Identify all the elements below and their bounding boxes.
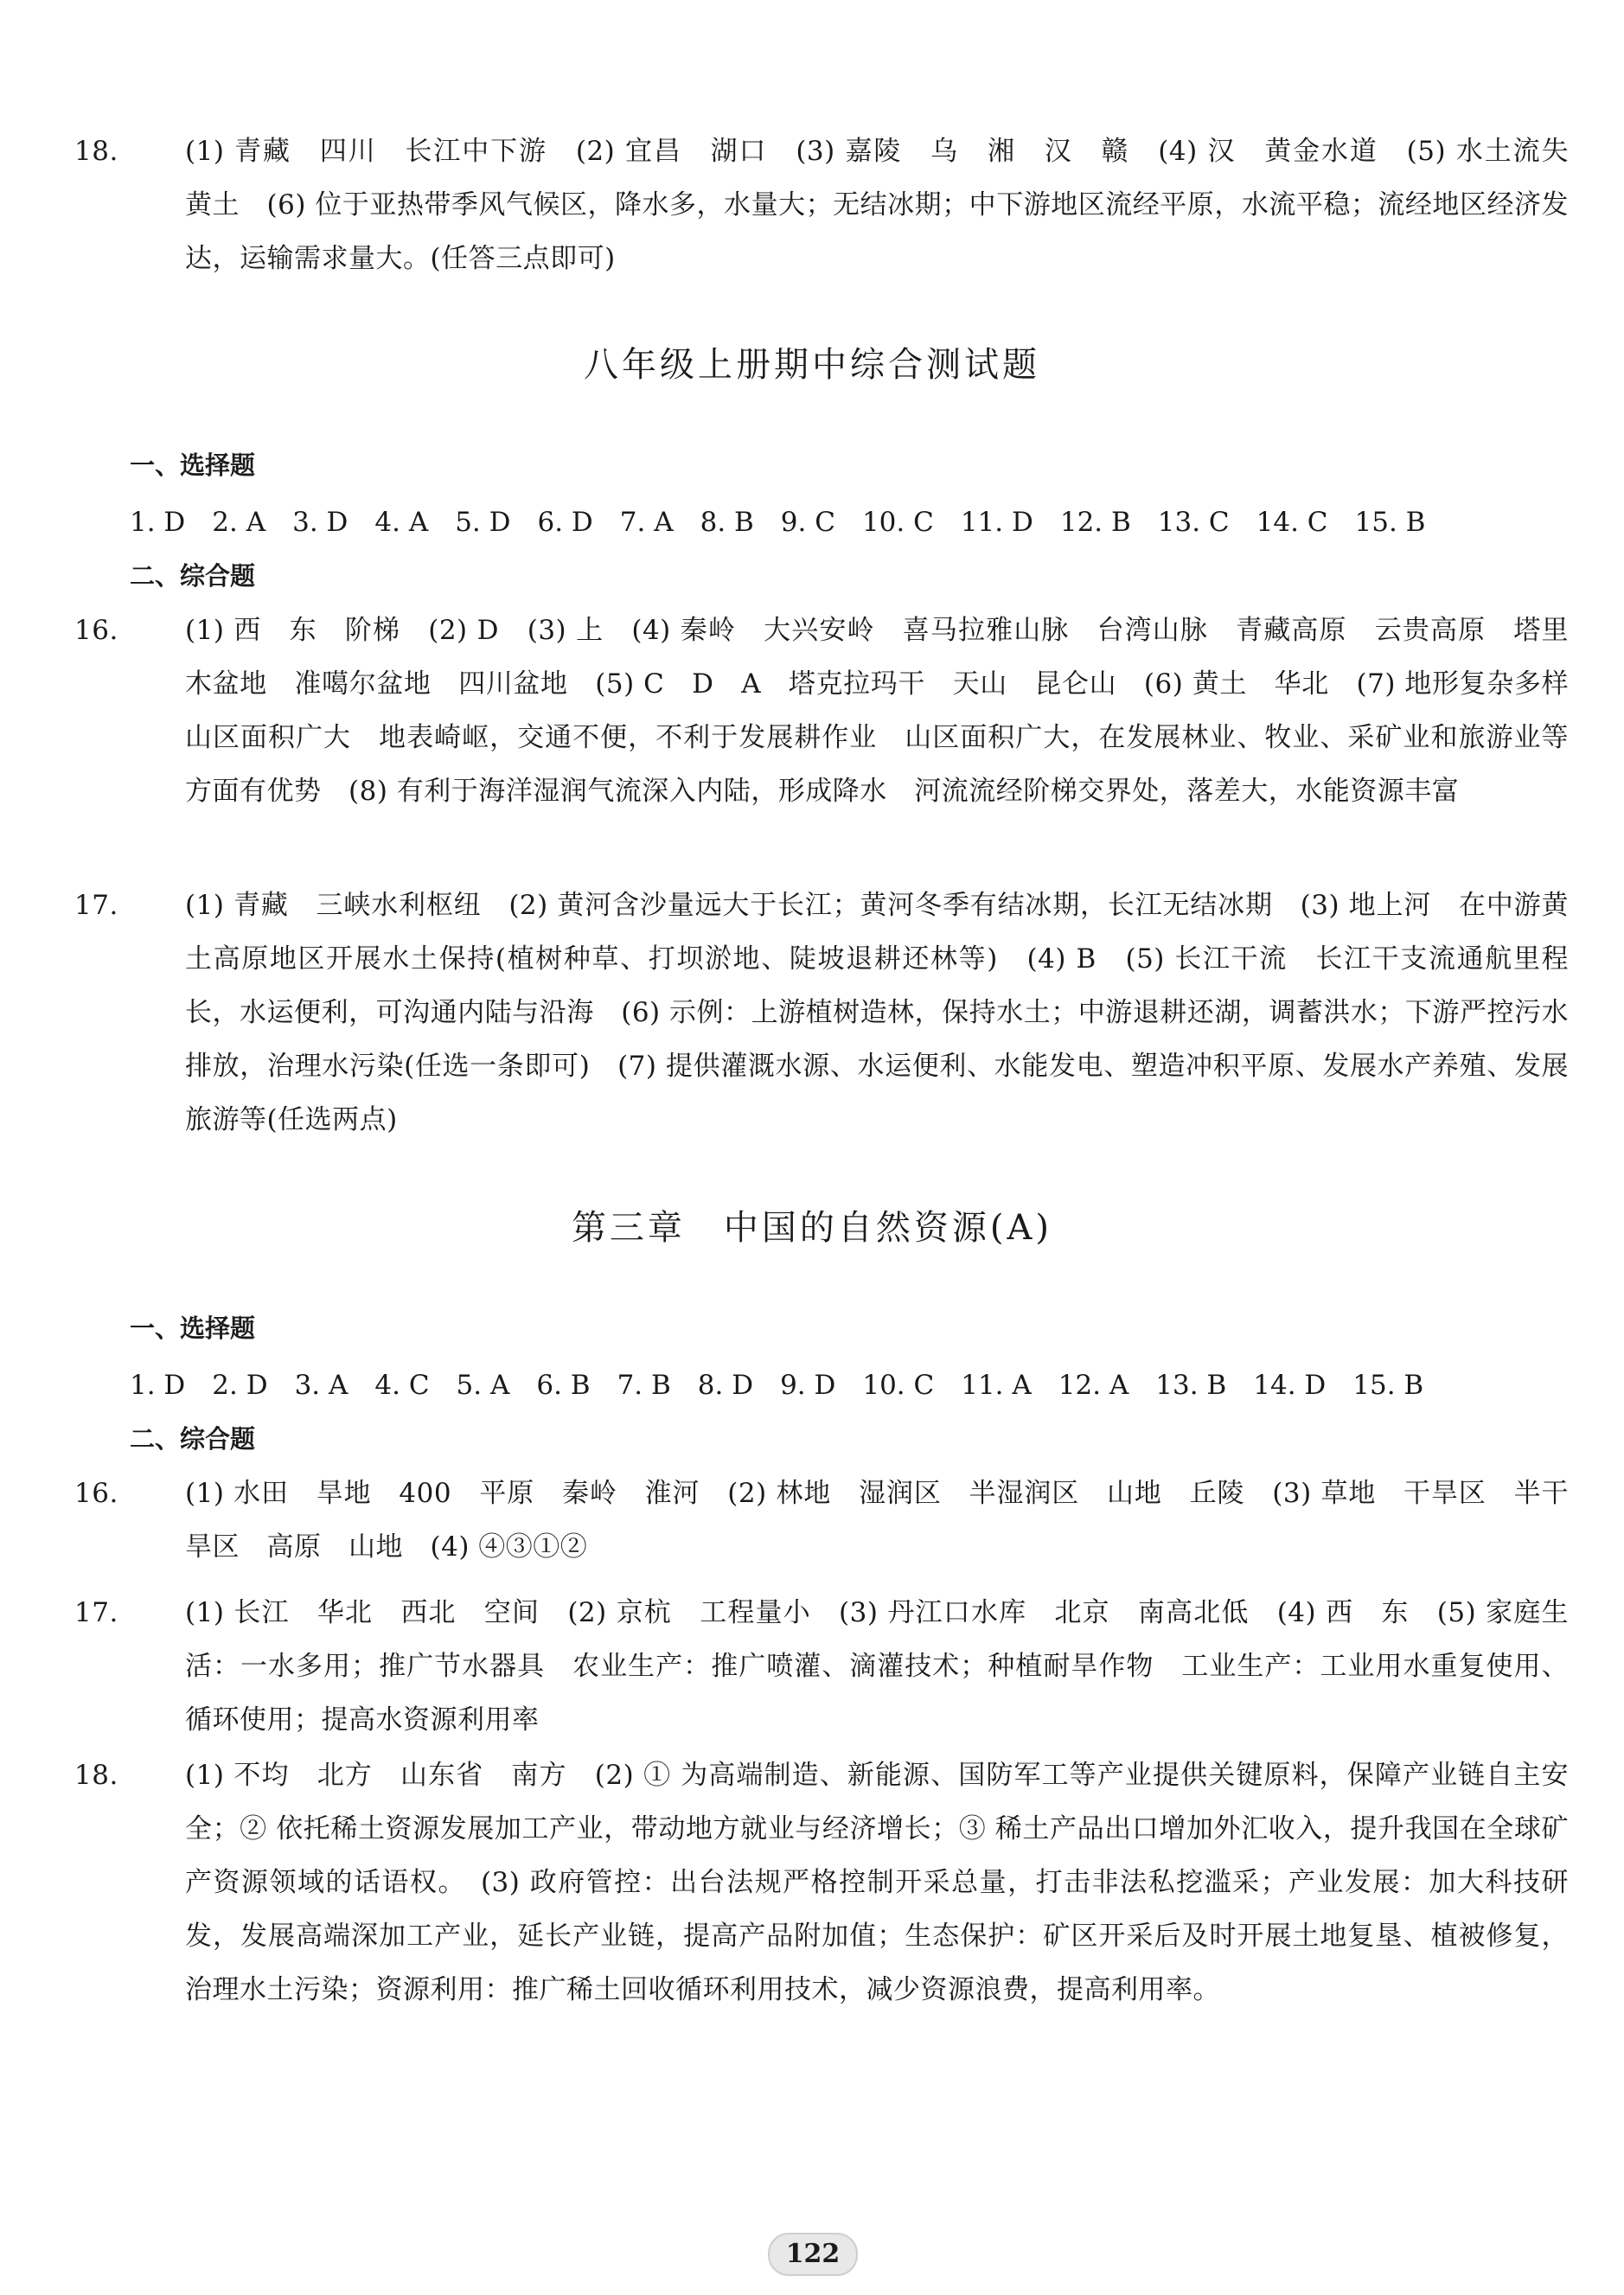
choice-answers-1 xyxy=(130,503,1513,541)
choice-heading-2: 一、选择题 xyxy=(130,1314,256,1343)
section-title-chapter3: 第三章 中国的自然资源(A) xyxy=(571,1208,1053,1248)
choice-answers-2 xyxy=(130,1366,1513,1404)
answer-s1-q17 xyxy=(74,879,1569,1147)
section-title-midterm: 八年级上册期中综合测试题 xyxy=(584,345,1040,385)
question-number: 18. xyxy=(74,1760,118,1791)
question-number: 16. xyxy=(74,1478,118,1509)
choice-answer-list: 1. D 2. A 3. D 4. A 5. D 6. D 7. A 8. B 9. C 10. C 11. D 12. B 13. C 14. C 15. B xyxy=(130,507,1426,538)
answer-text: (1) 青藏 三峡水利枢纽 (2) 黄河含沙量远大于长江；黄河冬季有结冰期，长江无结冰期 (3) 地上河 在中游黄土高原地区开展水土保持(植树种草、打坝淤地、陡坡退耕还林等) (4) B (5) 长江干流 长江干支流通航里程长，水运便利，可沟通内陆与沿海 (6) 示例：上游植树造林，保持水土；中游退耕还湖，调蓄洪水；下游严控污水排放，治理水污染(任选一条即可) (7) 提供灌溉水源、水运便利、水能发电、塑造冲积平原、发展水产养殖、发展旅游等(任选两点) xyxy=(185,890,1569,1135)
answer-s2-q16 xyxy=(74,1467,1569,1574)
answer-text: (1) 长江 华北 西北 空间 (2) 京杭 工程量小 (3) 丹江口水库 北京 南高北低 (4) 西 东 (5) 家庭生活：一水多用；推广节水器具 农业生产：推广喷灌、滴灌技术；种植耐旱作物 工业生产：工业用水重复使用、循环使用；提高水资源利用率 xyxy=(185,1597,1569,1736)
choice-answer-list: 1. D 2. D 3. A 4. C 5. A 6. B 7. B 8. D 9. D 10. C 11. A 12. A 13. B 14. D 15. B xyxy=(130,1370,1424,1401)
answer-text: (1) 不均 北方 山东省 南方 (2) ① 为高端制造、新能源、国防军工等产业提供关键原料，保障产业链自主安全；② 依托稀土资源发展加工产业，带动地方就业与经济增长；③ 稀土产品出口增加外汇收入，提升我国在全球矿产资源领域的话语权。 (3) 政府管控：出台法规严格控制开采总量，打击非法私挖滥采；产业发展：加大科技研发，发展高端深加工产业，延长产业链，提高产品附加值；生态保护：矿区开采后及时开展土地复垦、植被修复，治理水土污染；资源利用：推广稀土回收循环利用技术，减少资源浪费，提高利用率。 xyxy=(185,1760,1569,2005)
comprehensive-heading-2: 二、综合题 xyxy=(130,1424,256,1454)
answer-text: (1) 西 东 阶梯 (2) D (3) 上 (4) 秦岭 大兴安岭 喜马拉雅山脉 台湾山脉 青藏高原 云贵高原 塔里木盆地 准噶尔盆地 四川盆地 (5) C D A 塔克拉玛干 天山 昆仑山 (6) 黄土 华北 (7) 地形复杂多样 山区面积广大 地表崎岖，交通不便，不利于发展耕作业 山区面积广大，在发展林业、牧业、采矿业和旅游业等方面有优势 (8) 有利于海洋湿润气流深入内陆，形成降水 河流流经阶梯交界处，落差大，水能资源丰富 xyxy=(185,615,1596,807)
question-number: 17. xyxy=(74,890,118,921)
choice-heading-1: 一、选择题 xyxy=(130,451,256,480)
comprehensive-heading-1: 二、综合题 xyxy=(130,561,256,591)
answer-text: (1) 青藏 四川 长江中下游 (2) 宜昌 湖口 (3) 嘉陵 乌 湘 汉 赣 (4) 汉 黄金水道 (5) 水土流失 黄土 (6) 位于亚热带季风气候区，降水多，水量大；无结冰期；中下游地区流经平原，水流平稳；流经地区经济发达，运输需求量大。(任答三点即可) xyxy=(185,136,1596,274)
answer-s1-q16 xyxy=(74,604,1596,818)
answer-s2-q18 xyxy=(74,1748,1569,2017)
page-number: 122 xyxy=(768,2233,858,2276)
question-number: 18. xyxy=(74,136,118,167)
answer-text: (1) 水田 旱地 400 平原 秦岭 淮河 (2) 林地 湿润区 半湿润区 山地 丘陵 (3) 草地 干旱区 半干旱区 高原 山地 (4) ④③①② xyxy=(185,1478,1569,1563)
question-number: 16. xyxy=(74,615,118,646)
answer-s2-q17 xyxy=(74,1586,1569,1747)
answer-top-q18 xyxy=(74,125,1596,285)
question-number: 17. xyxy=(74,1597,118,1628)
